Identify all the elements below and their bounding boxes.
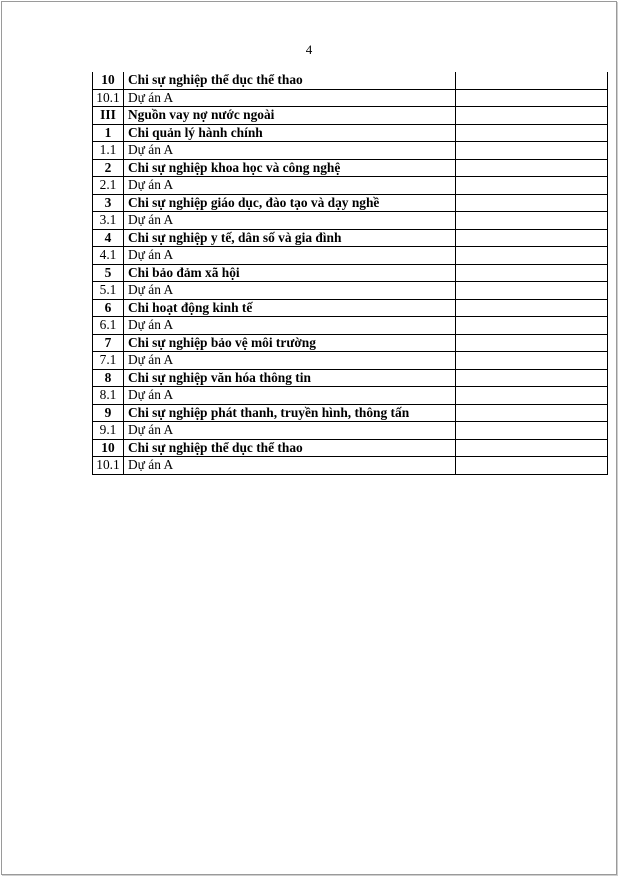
row-item-name-cell: Chi sự nghiệp thể dục thể thao (124, 72, 456, 89)
row-item-name-cell: Chi sự nghiệp phát thanh, truyền hình, thông tấn (124, 404, 456, 422)
row-number-cell: 3 (93, 194, 124, 212)
row-item-name-cell: Chi sự nghiệp thể dục thể thao (124, 439, 456, 457)
row-item-name-cell: Nguồn vay nợ nước ngoài (124, 107, 456, 125)
row-value-cell (456, 387, 608, 405)
budget-table (92, 72, 608, 475)
row-value-cell (456, 124, 608, 142)
table-row (93, 229, 608, 247)
table-row (93, 212, 608, 230)
row-number-cell: 3.1 (93, 212, 124, 230)
row-item-name-cell: Dự án A (124, 142, 456, 160)
row-item-name-cell: Dự án A (124, 457, 456, 475)
row-item-name-cell: Chi sự nghiệp bảo vệ môi trường (124, 334, 456, 352)
row-number-cell: 10 (93, 72, 124, 89)
row-value-cell (456, 369, 608, 387)
table-row (93, 142, 608, 160)
row-number-cell: 8 (93, 369, 124, 387)
row-item-name-cell: Dự án A (124, 317, 456, 335)
row-value-cell (456, 107, 608, 125)
table-row (93, 89, 608, 107)
row-number-cell: 6.1 (93, 317, 124, 335)
table-row (93, 159, 608, 177)
row-item-name-cell: Chi hoạt động kinh tế (124, 299, 456, 317)
table-row (93, 264, 608, 282)
row-number-cell: 6 (93, 299, 124, 317)
row-value-cell (456, 229, 608, 247)
row-number-cell: 5.1 (93, 282, 124, 300)
row-number-cell: 7 (93, 334, 124, 352)
row-item-name-cell: Chi sự nghiệp khoa học và công nghệ (124, 159, 456, 177)
row-number-cell: 10.1 (93, 89, 124, 107)
row-value-cell (456, 212, 608, 230)
budget-table-body (93, 72, 608, 474)
table-row (93, 334, 608, 352)
row-item-name-cell: Dự án A (124, 247, 456, 265)
row-number-cell: 10 (93, 439, 124, 457)
row-value-cell (456, 352, 608, 370)
page-number: 4 (305, 42, 313, 57)
table-row (93, 387, 608, 405)
table-row (93, 404, 608, 422)
row-value-cell (456, 142, 608, 160)
row-number-cell: 9 (93, 404, 124, 422)
row-value-cell (456, 89, 608, 107)
row-value-cell (456, 72, 608, 89)
row-number-cell: 2 (93, 159, 124, 177)
row-number-cell: 2.1 (93, 177, 124, 195)
table-row (93, 282, 608, 300)
row-value-cell (456, 299, 608, 317)
row-value-cell (456, 439, 608, 457)
table-row (93, 124, 608, 142)
row-item-name-cell: Chi sự nghiệp y tế, dân số và gia đình (124, 229, 456, 247)
row-item-name-cell: Chi sự nghiệp văn hóa thông tin (124, 369, 456, 387)
row-number-cell: 4 (93, 229, 124, 247)
row-item-name-cell: Dự án A (124, 422, 456, 440)
row-value-cell (456, 247, 608, 265)
row-number-cell: 1 (93, 124, 124, 142)
table-row (93, 72, 608, 89)
row-number-cell: 5 (93, 264, 124, 282)
row-number-cell: 9.1 (93, 422, 124, 440)
row-number-cell: 1.1 (93, 142, 124, 160)
row-number-cell: III (93, 107, 124, 125)
table-row (93, 247, 608, 265)
table-row (93, 457, 608, 475)
row-item-name-cell: Dự án A (124, 352, 456, 370)
row-value-cell (456, 282, 608, 300)
row-item-name-cell: Chi bảo đảm xã hội (124, 264, 456, 282)
row-item-name-cell: Dự án A (124, 212, 456, 230)
row-number-cell: 4.1 (93, 247, 124, 265)
table-row (93, 439, 608, 457)
row-value-cell (456, 264, 608, 282)
row-item-name-cell: Dự án A (124, 177, 456, 195)
row-number-cell: 7.1 (93, 352, 124, 370)
row-value-cell (456, 159, 608, 177)
table-row (93, 194, 608, 212)
document-page (1, 1, 617, 875)
row-item-name-cell: Dự án A (124, 282, 456, 300)
table-row (93, 107, 608, 125)
table-row (93, 422, 608, 440)
table-row (93, 369, 608, 387)
row-value-cell (456, 317, 608, 335)
table-row (93, 352, 608, 370)
table-row (93, 317, 608, 335)
row-value-cell (456, 404, 608, 422)
row-value-cell (456, 457, 608, 475)
row-value-cell (456, 194, 608, 212)
table-row (93, 299, 608, 317)
row-value-cell (456, 422, 608, 440)
row-item-name-cell: Dự án A (124, 89, 456, 107)
row-item-name-cell: Chi quản lý hành chính (124, 124, 456, 142)
row-number-cell: 8.1 (93, 387, 124, 405)
row-number-cell: 10.1 (93, 457, 124, 475)
row-item-name-cell: Chi sự nghiệp giáo dục, đào tạo và dạy nghề (124, 194, 456, 212)
row-value-cell (456, 177, 608, 195)
table-row (93, 177, 608, 195)
row-item-name-cell: Dự án A (124, 387, 456, 405)
row-value-cell (456, 334, 608, 352)
